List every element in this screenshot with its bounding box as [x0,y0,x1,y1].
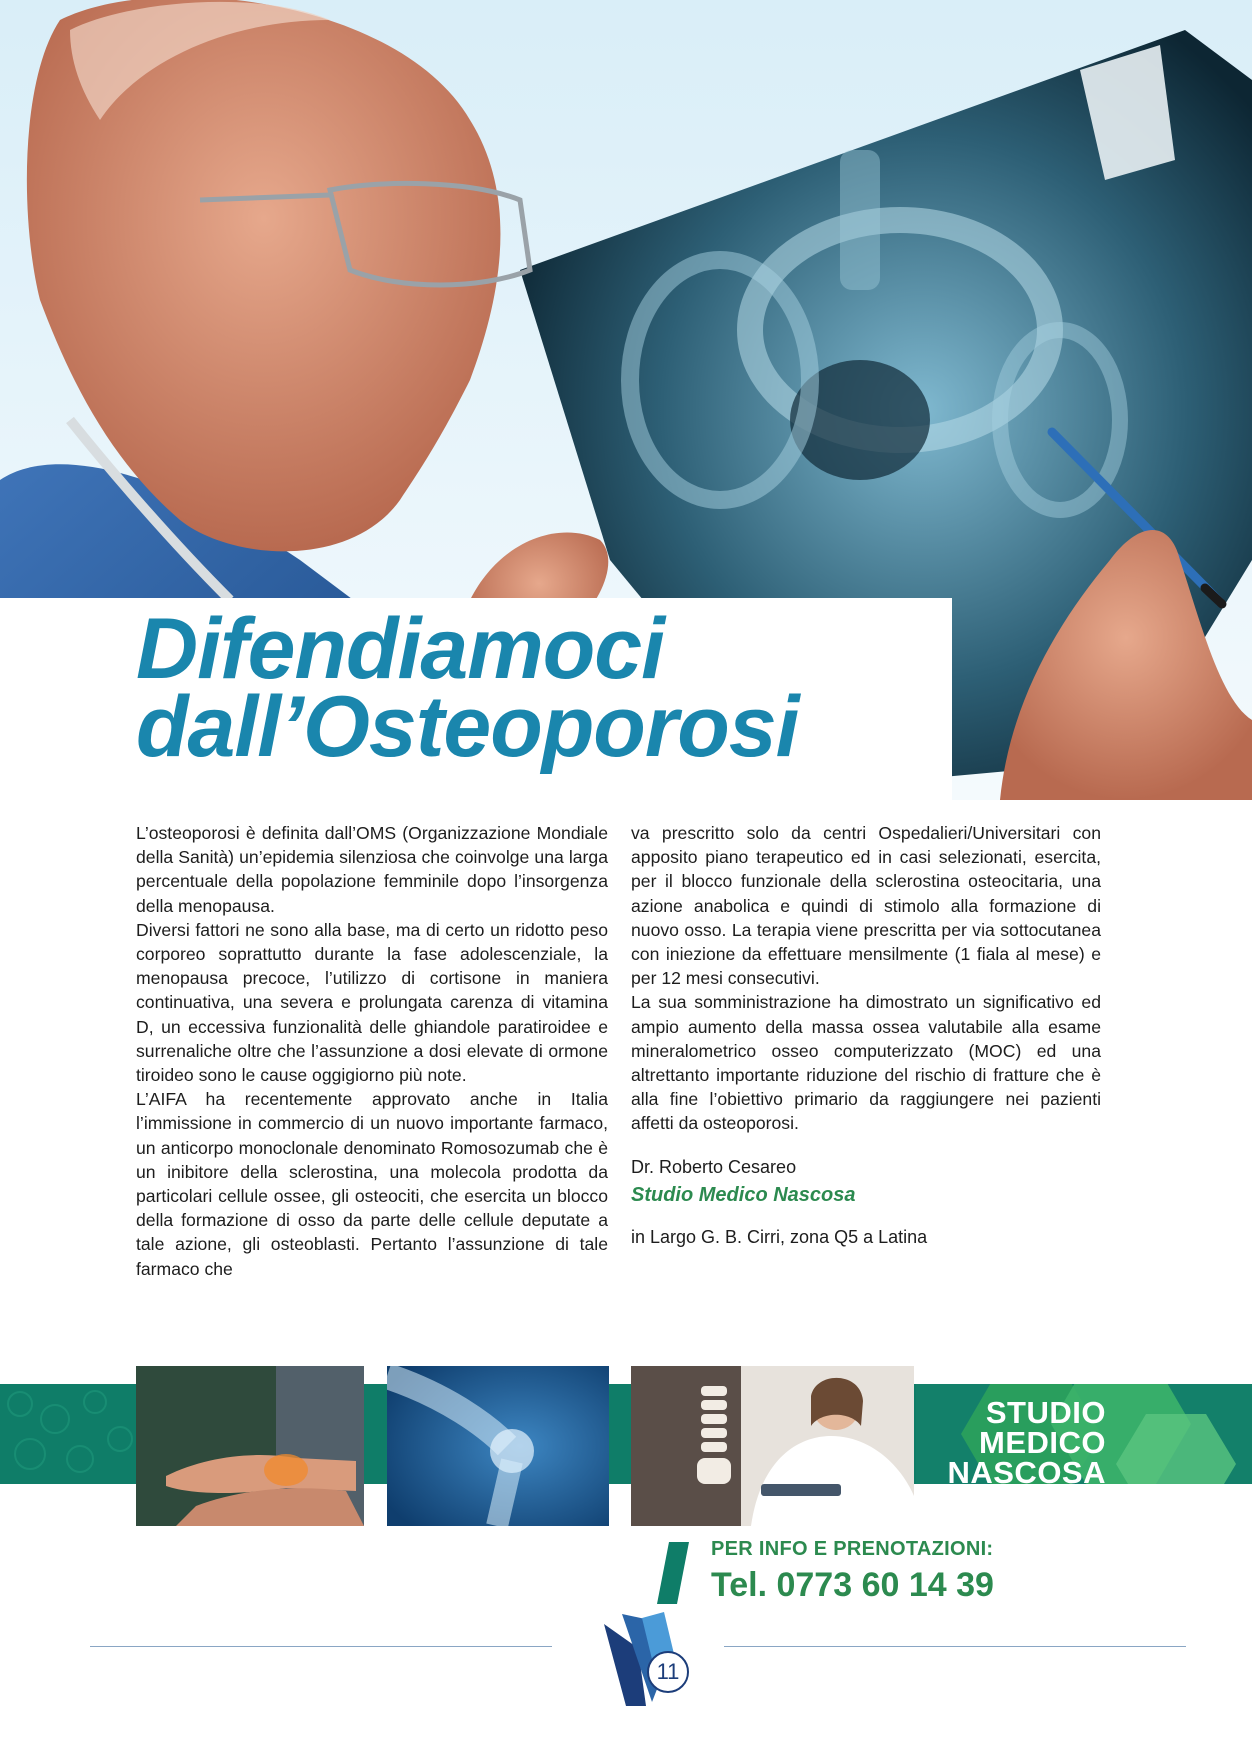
band-pattern-left [0,1384,136,1484]
footer-rule-left [90,1646,552,1647]
thumbnail-wrist-pain [136,1366,364,1526]
paragraph: va prescritto solo da centri Ospedalieri/Universitari con apposito piano terapeutico ed in casi selezionati, esercita, per il blocco funzionale della sclerostina osteocitaria, una azione anabolica e quindi di stimolo alla formazione di nuovo osso. La terapia viene prescritta per via sottocutanea con iniezione da effettuare mensilmente (1 fiala al mese) e per 12 mesi consecutivi. [631,823,1101,989]
knee-xray-image [387,1366,609,1526]
paragraph: Diversi fattori ne sono alla base, ma di certo un ridotto peso corporeo soprattutto durante la fase adolescenziale, la menopausa precoce, l’utilizzo di cortisone in maniera continuativa, una severa e prolungata carenza di vitamina D, un eccessiva funzionalità delle ghiandole paratiroidee e surrenaliche oltre che l’assunzione a dosi elevate di ormone tiroideo sono le cause oggigiorno più note. [136,919,608,1086]
contact-accent-bar-icon [655,1542,703,1604]
contact-phone[interactable]: Tel. 0773 60 14 39 [711,1566,994,1604]
wrist-pain-image [136,1366,364,1526]
studio-address: in Largo G. B. Cirri, zona Q5 a Latina [631,1227,928,1247]
article-column-left [136,821,608,1281]
logo-line-2: MEDICO [979,1425,1106,1460]
contact-label: PER INFO E PRENOTAZIONI: [711,1538,994,1560]
paragraph: La sua somministrazione ha dimostrato un significativo ed ampio aumento della massa ossea valutabile alla esame mineralometrico osseo computerizzato (MOC) ed una altrettanto importante riduzione del rischio di fratture che è alla fine l’obiettivo primario da raggiungere nei pazienti affetti da osteoporosi. [631,992,1101,1134]
studio-logo-text [920,1395,1106,1490]
thumbnail-doctor-spine [631,1366,914,1526]
paragraph: L’AIFA ha recentemente approvato anche in Italia l’immissione in commercio di un nuovo importante farmaco, un anticorpo monoclonale denominato Romosozumab che è un inibitore della sclerostina, una molecola prodotta da particolari cellule ossee, gli osteociti, che esercita un blocco della formazione di osso da parte delle cellule deputate a tale azione, gli osteoblasti. Pertanto l’assunzione di tale farmaco che [136,1089,608,1279]
page-number: 11 [656,1659,680,1684]
footer-rule-right [724,1646,1186,1647]
logo-line-3: NASCOSA [947,1455,1106,1490]
paragraph: L’osteoporosi è definita dall’OMS (Organizzazione Mondiale della Sanità) un’epidemia silenziosa che coinvolge una larga percentuale della popolazione femminile dopo l’insorgenza della menopausa. [136,823,608,916]
title-line-2: dall’Osteoporosi [136,679,799,775]
author-name: Dr. Roberto Cesareo [631,1157,797,1177]
doctor-spine-image [631,1366,914,1526]
studio-name: Studio Medico Nascosa [631,1184,856,1206]
logo-line-1: STUDIO [985,1395,1106,1430]
article-column-right [631,821,1101,1136]
pattern-decoration-icon [0,1384,136,1484]
thumbnail-knee-xray [387,1366,609,1526]
article-title [136,601,799,775]
title-line-1: Difendiamoci [136,601,664,697]
author-signature [631,1155,927,1249]
